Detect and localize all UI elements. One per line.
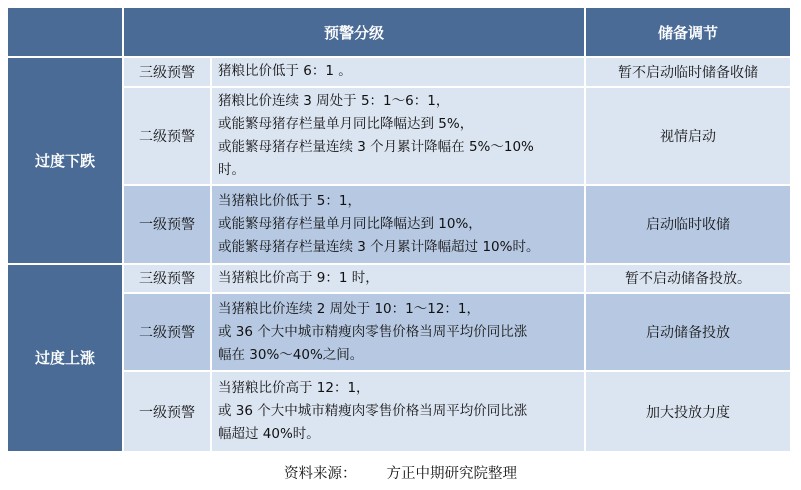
condition-cell xyxy=(211,293,585,372)
condition-line: 幅在 30%～40%之间。 xyxy=(218,346,364,363)
condition-cell xyxy=(211,185,585,264)
condition-line: 当猪粮比价连续 2 周处于 10：1～12：1， xyxy=(218,300,480,317)
header-blank-cell xyxy=(7,7,123,57)
table-row xyxy=(7,371,791,452)
warning-level-cell: 三级预警 xyxy=(123,57,211,86)
warning-level-cell: 三级预警 xyxy=(123,264,211,293)
action-cell: 启动临时收储 xyxy=(585,185,791,264)
group-label-surge: 过度上涨 xyxy=(7,264,123,452)
condition-line: 或能繁母猪存栏量连续 3 个月累计降幅在 5%～10% xyxy=(218,138,534,155)
source-organization: 方正中期研究院整理 xyxy=(386,466,517,482)
source-label: 资料来源： xyxy=(284,466,357,482)
condition-cell xyxy=(211,371,585,452)
condition-line: 或能繁母猪存栏量单月同比降幅达到 10%， xyxy=(218,215,482,232)
condition-line: 当猪粮比价低于 5：1， xyxy=(218,192,361,209)
condition-line: 幅超过 40%时。 xyxy=(218,426,320,443)
action-cell: 暂不启动储备投放。 xyxy=(585,264,791,293)
table-row xyxy=(7,87,791,186)
warning-level-cell: 一级预警 xyxy=(123,185,211,264)
condition-line: 或能繁母猪存栏量连续 3 个月累计降幅超过 10%时。 xyxy=(218,238,540,255)
condition-line: 时。 xyxy=(218,161,245,178)
action-cell: 启动储备投放 xyxy=(585,293,791,372)
table-row xyxy=(7,293,791,372)
condition-cell xyxy=(211,57,585,86)
condition-line: 或能繁母猪存栏量单月同比降幅达到 5%， xyxy=(218,115,474,132)
condition-line: 猪粮比价低于 6：1 。 xyxy=(218,63,352,80)
condition-line: 或 36 个大中城市精瘦肉零售价格当周平均价同比涨 xyxy=(218,403,528,420)
header-warning-level: 预警分级 xyxy=(123,7,585,57)
table-row xyxy=(7,264,791,293)
warning-level-cell: 二级预警 xyxy=(123,293,211,372)
action-cell: 加大投放力度 xyxy=(585,371,791,452)
table-header-row xyxy=(7,7,791,57)
warning-level-cell: 二级预警 xyxy=(123,87,211,186)
action-cell: 暂不启动临时储备收储 xyxy=(585,57,791,86)
action-cell: 视情启动 xyxy=(585,87,791,186)
condition-line: 当猪粮比价高于 12：1， xyxy=(218,380,370,397)
condition-line: 猪粮比价连续 3 周处于 5：1～6：1， xyxy=(218,92,450,109)
pig-price-warning-table xyxy=(6,6,792,453)
header-reserve-adjustment: 储备调节 xyxy=(585,7,791,57)
table-row xyxy=(7,57,791,86)
condition-cell xyxy=(211,264,585,293)
group-label-decline: 过度下跌 xyxy=(7,57,123,263)
warning-level-cell: 一级预警 xyxy=(123,371,211,452)
condition-line: 当猪粮比价高于 9：1 时， xyxy=(218,269,379,286)
condition-cell xyxy=(211,87,585,186)
source-caption xyxy=(0,462,801,483)
condition-line: 或 36 个大中城市精瘦肉零售价格当周平均价同比涨 xyxy=(218,323,528,340)
table-row xyxy=(7,185,791,264)
